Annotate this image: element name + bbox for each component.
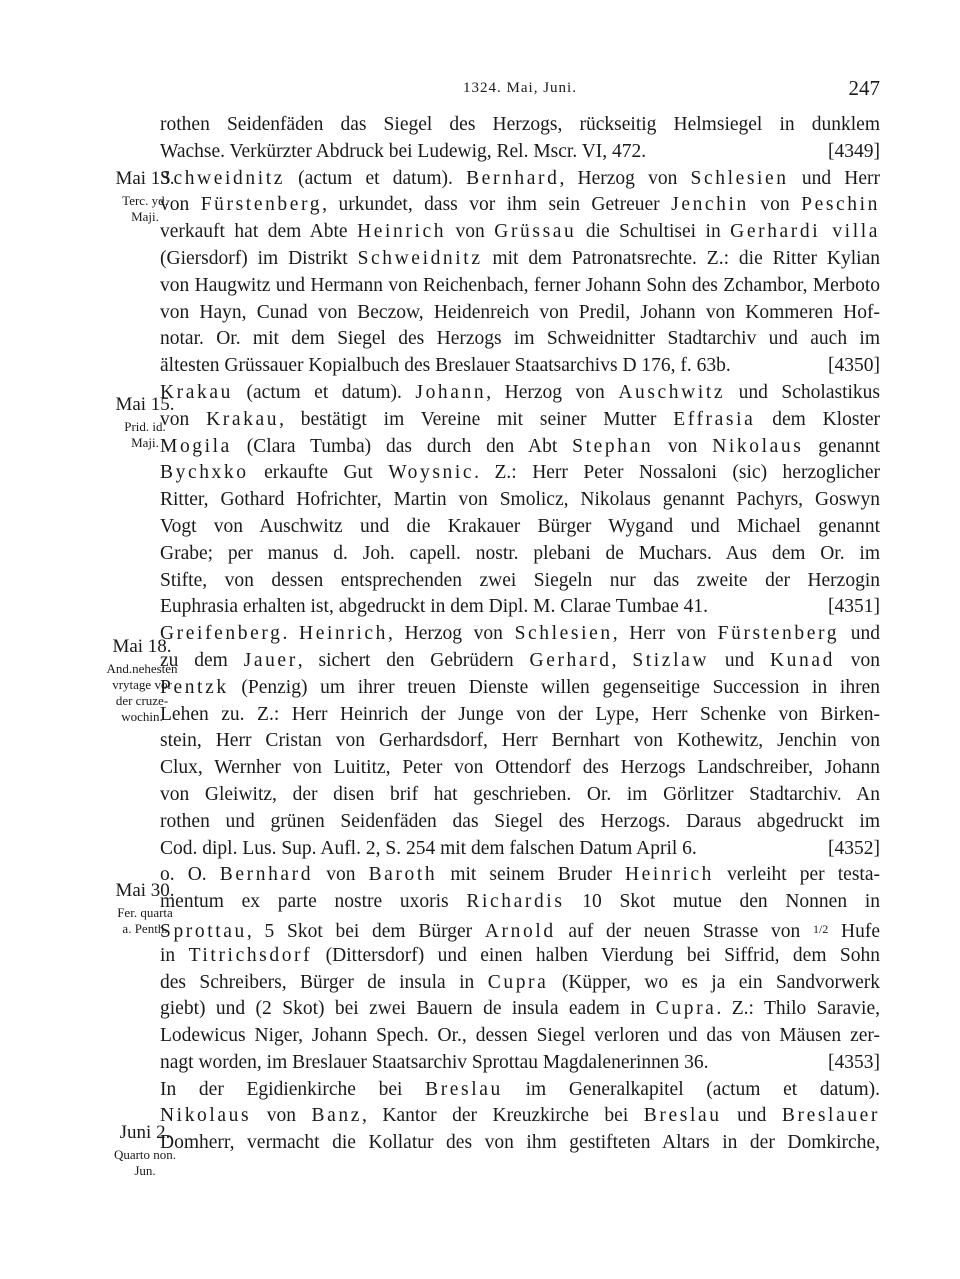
text-line: Pentzk (Penzig) um ihrer treuen Dienste willen gegenseitige Succession in ihren (160, 676, 880, 698)
page-number: 247 (848, 76, 880, 100)
text-line: von Gleiwitz, der disen brif hat geschrieben. Or. im Görlitzer Stadtarchiv. An (160, 783, 880, 805)
text-line: Greifenberg. Heinrich, Herzog von Schlesien, Herr von Fürstenberg und (160, 623, 880, 645)
margin-sub: Quarto non. (113, 1146, 177, 1162)
text-line: Domherr, vermacht die Kollatur des von ihm gestifteten Altars in der Domkirche, (160, 1132, 880, 1154)
text-line: des Schreibers, Bürger de insula in Cupra (Küpper, wo es ja ein Sandvorwerk (160, 971, 880, 993)
margin-sub: Maji. (131, 208, 159, 224)
text-line: (Giersdorf) im Distrikt Schweidnitz mit dem Patronatsrechte. Z.: die Ritter Kylian (160, 247, 880, 269)
margin-sub: wochin. (121, 708, 163, 724)
text-line: Clux, Wernher von Luititz, Peter von Ottendorf des Herzogs Landschreiber, Johann (160, 757, 880, 779)
text-line: Grabe; per manus d. Joh. capell. nostr. plebani de Muchars. Aus dem Or. im (160, 542, 880, 564)
entry-number: [4351] (828, 596, 880, 618)
text-line: nagt worden, im Breslauer Staatsarchiv Sprottau Magdalenerinnen 36. [4353] (160, 1050, 880, 1077)
text-line: Wachse. Verkürzter Abdruck bei Ludewig, Rel. Mscr. VI, 472. [4349] (160, 139, 880, 166)
entry-number: [4350] (828, 355, 880, 377)
text-line: In der Egidienkirche bei Breslau im Generalkapitel (actum et datum). (160, 1078, 880, 1100)
margin-sub: Maji. (131, 434, 159, 450)
page-header (160, 76, 880, 102)
entry-number: [4349] (828, 140, 880, 162)
text-line: von Haugwitz und Hermann von Reichenbach, ferner Johann Sohn des Zchambor, Merboto (160, 274, 880, 296)
text-line: Cod. dipl. Lus. Sup. Aufl. 2, S. 254 mit dem falschen Datum April 6. [4352] (160, 836, 880, 863)
text-line: notar. Or. mit dem Siegel des Herzogs im Schweidnitter Stadtarchiv und auch im (160, 328, 880, 350)
text-line: Mogila (Clara Tumba) das durch den Abt Stephan von Nikolaus genannt (160, 435, 880, 457)
margin-sub: And.nehesten (106, 660, 178, 676)
text-line: von Hayn, Cunad von Beczow, Heidenreich von Predil, Johann von Kommeren Hof- (160, 301, 880, 323)
text-line: Vogt von Auschwitz und die Krakauer Bürger Wygand und Michael genannt (160, 515, 880, 537)
text-line: Euphrasia erhalten ist, abgedruckt in dem Dipl. M. Clarae Tumbae 41. [4351] (160, 594, 880, 621)
margin-sub: Prid. id. (124, 418, 166, 434)
margin-date: Juni 2. (119, 1122, 171, 1143)
text-line: ältesten Grüssauer Kopialbuch des Breslauer Staatsarchivs D 176, f. 63b. [4350] (160, 353, 880, 380)
text-line: von Krakau, bestätigt im Vereine mit seiner Mutter Effrasia dem Kloster (160, 408, 880, 430)
fraction: 1/2 (812, 921, 829, 936)
margin-date: Mai 15. (115, 394, 175, 415)
text-line: mentum ex parte nostre uxoris Richardis 10 Skot mutue den Nonnen in (160, 891, 880, 913)
text-line: Ritter, Gothard Hofrichter, Martin von Smolicz, Nikolaus genannt Pachyrs, Goswyn (160, 489, 880, 511)
margin-date: Mai 30. (115, 880, 175, 901)
text-line: Nikolaus von Banz, Kantor der Kreuzkirche bei Breslau und Breslauer (160, 1105, 880, 1127)
body-text (160, 112, 880, 1157)
margin-sub: Fer. quarta (117, 904, 173, 920)
text-line: von Fürstenberg, urkundet, dass vor ihm sein Getreuer Jenchin von Peschin (160, 194, 880, 216)
margin-sub: Jun. (134, 1162, 156, 1178)
entry-number: [4353] (828, 1051, 880, 1073)
text-line: Lodewicus Niger, Johann Spech. Or., dessen Siegel verloren und das von Mäusen zer- (160, 1025, 880, 1047)
margin-date: Mai 18. (112, 636, 172, 657)
text-line: Sprottau, 5 Skot bei dem Bürger Arnold auf der neuen Strasse von $^{1/2}$ Hufe (160, 920, 880, 942)
text-line: verkauft hat dem Abte Heinrich von Grüssau die Schultisei in Gerhardi villa (160, 221, 880, 243)
running-head: 1324. Mai, Juni. (463, 80, 577, 96)
entry-number: [4352] (828, 837, 880, 859)
margin-sub: vrytage vor (112, 676, 172, 692)
text-line: Stifte, von dessen entsprechenden zwei Siegeln nur das zweite der Herzogin (160, 569, 880, 591)
text-line: rothen und grünen Seidenfäden das Siegel des Herzogs. Daraus abgedruckt im (160, 810, 880, 832)
margin-sub: der cruze- (115, 692, 169, 708)
text-line: Krakau (actum et datum). Johann, Herzog von Auschwitz und Scholastikus (160, 381, 880, 403)
text-line: stein, Herr Cristan von Gerhardsdorf, Herr Bernhart von Kothewitz, Jenchin von (160, 730, 880, 752)
text-line: Lehen zu. Z.: Herr Heinrich der Junge von der Lype, Herr Schenke von Birken- (160, 703, 880, 725)
text-line: in Titrichsdorf (Dittersdorf) und einen halben Vierdung bei Siffrid, dem Sohn (160, 944, 880, 966)
text-line: giebt) und (2 Skot) bei zwei Bauern de insula eadem in Cupra. Z.: Thilo Saravie, (160, 998, 880, 1020)
text-line: o. O. Bernhard von Baroth mit seinem Bruder Heinrich verleiht per testa- (160, 864, 880, 886)
text-line: Bychxko erkaufte Gut Woysnic. Z.: Herr Peter Nossaloni (sic) herzoglicher (160, 462, 880, 484)
margin-sub: Terc. yd. (122, 192, 168, 208)
margin-date: Mai 13. (115, 168, 175, 189)
text-line: zu dem Jauer, sichert den Gebrüdern Gerhard, Stizlaw und Kunad von (160, 649, 880, 671)
margin-sub: a. Penth. (122, 920, 168, 936)
text-line: Schweidnitz (actum et datum). Bernhard, Herzog von Schlesien und Herr (160, 167, 880, 189)
text-line: rothen Seidenfäden das Siegel des Herzogs, rückseitig Helmsiegel in dunklem (160, 114, 880, 135)
